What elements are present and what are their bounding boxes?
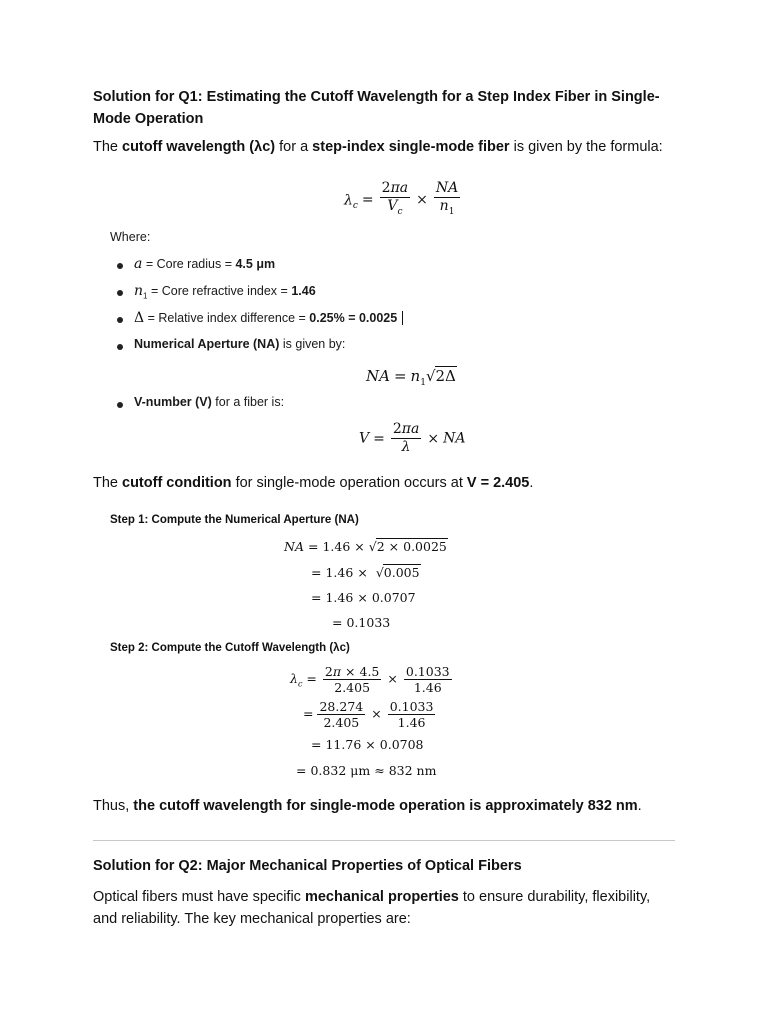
step1-line1: NA = 1.46 × √2 × 0.0025 (284, 539, 447, 554)
q2-title: Solution for Q2: Major Mechanical Properties of Optical Fibers (93, 858, 522, 874)
term-cutoff-wavelength: cutoff wavelength (λc) (122, 139, 276, 155)
step2-line2: = $\frac{28.274}{2.405}$ × $\frac{0.1033}{1.46}$ (303, 699, 434, 730)
step2-line1: $\lambda_c$ = $\frac{2\pi \times 4.5}{2.405}$ × $\frac{0.1033}{1.46}$ (290, 664, 450, 695)
step2-heading: Step 2: Compute the Cutoff Wavelength (λc) (110, 642, 350, 654)
q1-title-line1: Solution for Q1: Estimating the Cutoff Wavelength for a Step Index Fiber in Single- (93, 89, 660, 105)
bullet-dot (117, 263, 123, 269)
step1-heading: Step 1: Compute the Numerical Aperture (NA) (110, 514, 359, 526)
step1-line2: = 1.46 × √0.005 (311, 565, 420, 580)
step2-line3: = 11.76 × 0.0708 (311, 737, 424, 752)
cutoff-condition: The cutoff condition for single-mode operation occurs at V = 2.405. (93, 475, 534, 491)
q2-intro (93, 886, 650, 930)
q1-conclusion: Thus, the cutoff wavelength for single-mode operation is approximately 832 nm. (93, 798, 642, 814)
bullet-na: Numerical Aperture (NA) is given by: (134, 337, 346, 351)
q2-intro-line1: Optical fibers must have specific mechanical properties to ensure durability, flexibility, (93, 889, 651, 905)
bullet-dot (117, 317, 123, 323)
step1-line3: = 1.46 × 0.0707 (311, 590, 416, 605)
q2-intro-line2: and reliability. The key mechanical properties are: (93, 911, 411, 927)
step2-line4: = 0.832 μm ≈ 832 nm (296, 763, 437, 778)
bullet-dot (117, 290, 123, 296)
where-label: Where: (110, 230, 151, 244)
q1-title (93, 86, 660, 130)
text-cursor (398, 311, 402, 325)
q1-intro: The cutoff wavelength (λc) for a step-index single-mode fiber is given by the formula: (93, 139, 663, 155)
section-divider (93, 840, 675, 841)
bullet-core-index: $n_1$ = Core refractive index = 1.46 (134, 283, 316, 301)
bullet-dot (117, 344, 123, 350)
formula-cutoff-wavelength: $\lambda_c$ = $\frac{2\pi a}{V_c}$ × $\frac{NA}{n_1}$ (344, 180, 459, 217)
bullet-dot (117, 402, 123, 408)
q1-title-line2: Mode Operation (93, 111, 204, 127)
formula-v-number: V = $\frac{2\pi a}{\lambda}$ × NA (359, 421, 466, 455)
bullet-v-number: V-number (V) for a fiber is: (134, 395, 285, 409)
step1-line4: = 0.1033 (332, 615, 391, 630)
term-step-index-fiber: step-index single-mode fiber (312, 139, 510, 155)
bullet-relative-index: Δ = Relative index difference = 0.25% = 0.0025 (134, 310, 403, 326)
bullet-core-radius: a = Core radius = 4.5 μm (134, 256, 276, 272)
formula-na: NA = $n_1√2\Delta$ (366, 367, 456, 388)
